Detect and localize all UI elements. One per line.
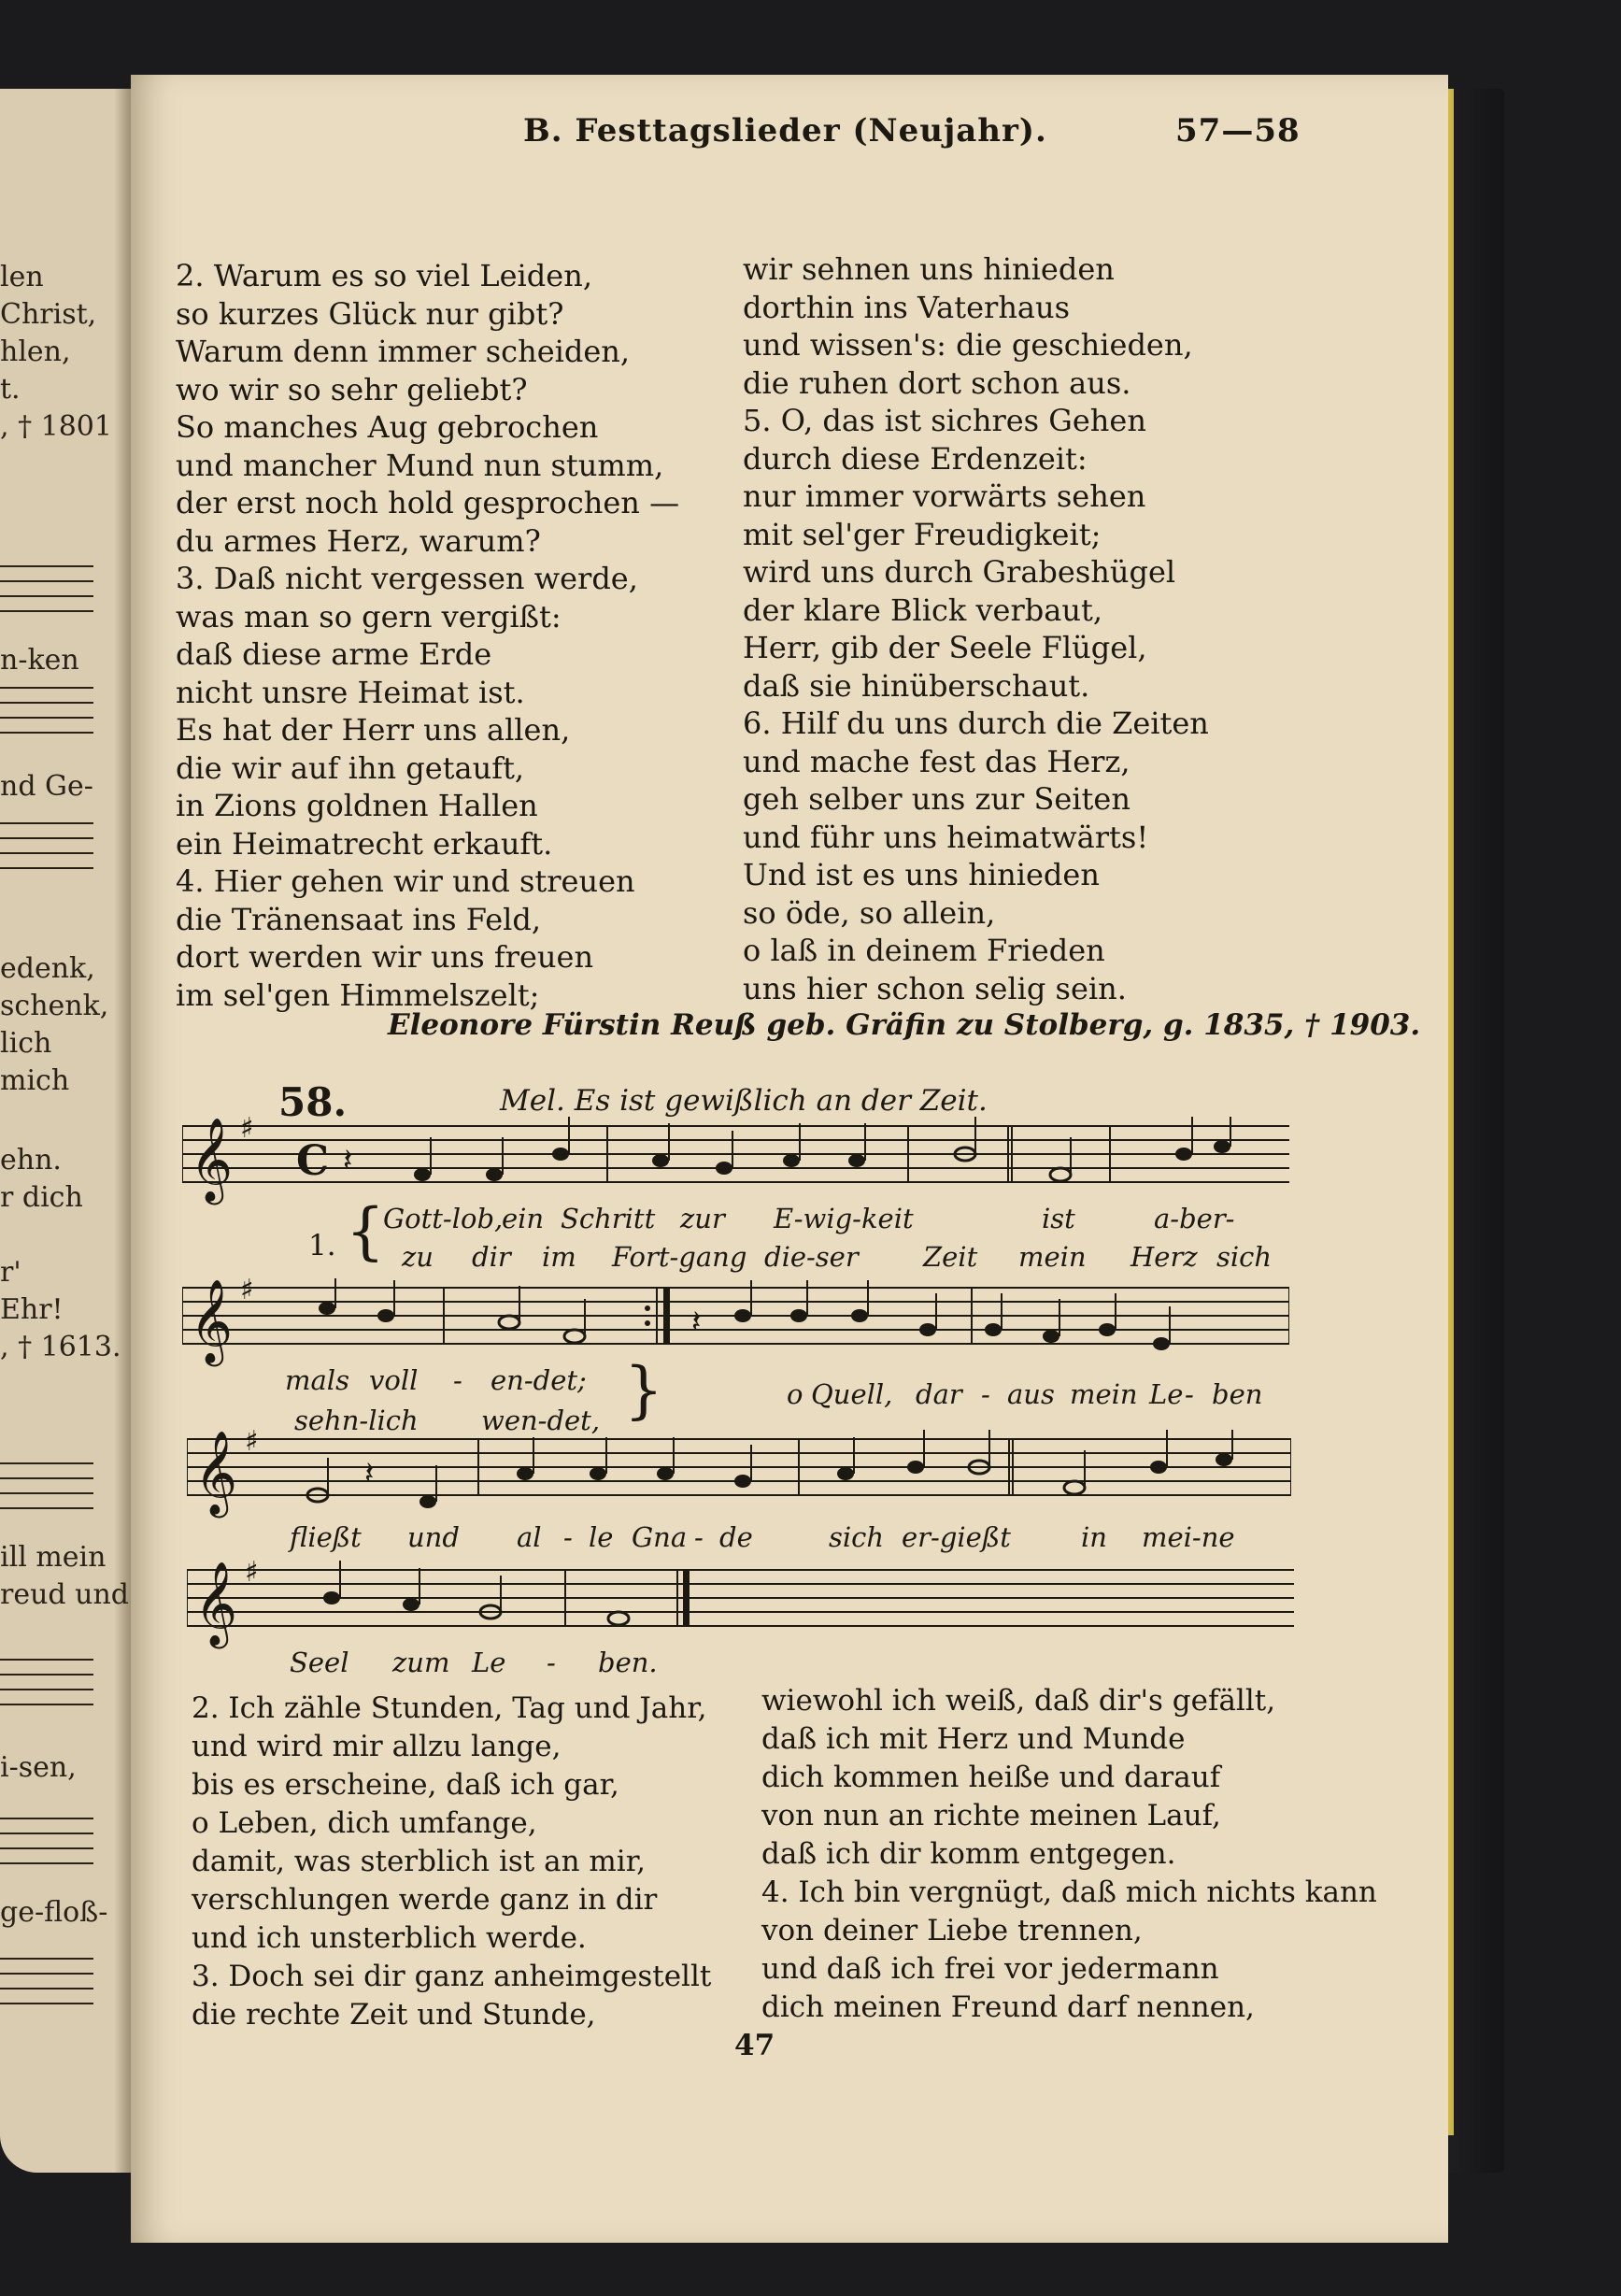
verse-line: o Leben, dich umfange, (192, 1806, 537, 1840)
verse-line: daß diese arme Erde (176, 636, 492, 672)
lyric-syllable: Quell, (811, 1378, 893, 1410)
verse-line: dich meinen Freund darf nennen, (761, 1990, 1255, 2024)
left-fragment: ehn. (0, 1144, 62, 1177)
lyric-syllable: - (694, 1521, 704, 1553)
verse-line: daß ich dir komm entgegen. (761, 1837, 1176, 1871)
verse-line: und wird mir allzu lange, (192, 1730, 562, 1763)
lyric-syllable: Zeit (923, 1241, 978, 1273)
verse-line: verschlungen werde ganz in dir (192, 1883, 658, 1917)
left-staff (0, 1659, 93, 1718)
svg-text:♯: ♯ (240, 1278, 254, 1306)
running-header: B. Festtagslieder (Neujahr). (523, 112, 1047, 150)
lyric-syllable: - (563, 1521, 573, 1553)
left-fragment: len (0, 261, 44, 293)
lyric-syllable: E-wig-keit (774, 1203, 914, 1234)
lyric-brace-right: } (624, 1354, 663, 1426)
left-fragment: Ehr! (0, 1293, 64, 1326)
verse-line: Herr, gib der Seele Flügel, (743, 630, 1147, 665)
verse-line: die rechte Zeit und Stunde, (192, 1998, 596, 2032)
page-number: 47 (734, 2029, 775, 2062)
svg-text:𝄞: 𝄞 (190, 1279, 234, 1363)
verse-line: und daß ich frei vor jedermann (761, 1952, 1219, 1986)
lyric-syllable: sich (829, 1521, 885, 1553)
svg-text:♯: ♯ (240, 1117, 254, 1145)
lyric-syllable: - (547, 1647, 556, 1678)
svg-text:𝄞: 𝄞 (190, 1118, 234, 1202)
left-staff (0, 1818, 93, 1877)
left-fragment: ge-floß- (0, 1896, 108, 1929)
verse-line: von nun an richte meinen Lauf, (761, 1799, 1221, 1833)
verse-line: und führ uns heimatwärts! (743, 819, 1149, 855)
verse-line: Es hat der Herr uns allen, (176, 712, 571, 748)
verse-line: ein Heimatrecht erkauft. (176, 825, 553, 862)
lyric-syllable: en-det; (491, 1364, 587, 1396)
left-fragment: i-sen, (0, 1751, 77, 1784)
verse-line: damit, was sterblich ist an mir, (192, 1845, 646, 1878)
verse-line: und ich unsterblich werde. (192, 1921, 587, 1955)
music-staff-4 (187, 1561, 1294, 1663)
verse-line: nicht unsre Heimat ist. (176, 674, 525, 710)
left-fragment: edenk, (0, 952, 95, 985)
left-staff (0, 565, 93, 625)
verse-line: mit sel'ger Freudigkeit; (743, 516, 1102, 552)
left-page-edge (0, 89, 131, 2173)
lyric-syllable: sich (1216, 1241, 1273, 1273)
lyric-syllable: al (517, 1521, 542, 1553)
left-staff (0, 687, 93, 747)
lyric-syllable: - (1185, 1378, 1194, 1410)
left-fragment: Christ, (0, 298, 97, 331)
left-staff (0, 1462, 93, 1522)
lyric-syllable: sehn-lich (294, 1405, 419, 1436)
verse-line: 3. Doch sei dir ganz anheimgestellt (192, 1960, 712, 1993)
lyric-syllable: de (719, 1521, 753, 1553)
left-fragment: r' (0, 1256, 21, 1289)
verse-line: die Tränensaat ins Feld, (176, 901, 542, 937)
lyric-syllable: ben. (598, 1647, 658, 1678)
lyric-syllable: zur (680, 1203, 725, 1234)
verse-number: 1. (308, 1229, 336, 1262)
lyric-syllable: dir (472, 1241, 511, 1273)
verse-line: nur immer vorwärts sehen (743, 478, 1146, 514)
verse-line: wird uns durch Grabeshügel (743, 554, 1176, 590)
hymn57-author: Eleonore Fürstin Reuß geb. Gräfin zu Stolberg, g. 1835, † 1903. (388, 1008, 1421, 1042)
hymn58-number: 58. (278, 1079, 348, 1125)
lyric-syllable: Seel (290, 1647, 349, 1678)
hymn-numbers: 57—58 (1175, 112, 1301, 150)
left-fragment: n-ken (0, 644, 79, 677)
verse-line: 6. Hilf du uns durch die Zeiten (743, 706, 1209, 741)
verse-line: 3. Daß nicht vergessen werde, (176, 561, 638, 596)
lyric-syllable: und (407, 1521, 460, 1553)
music-staff-3 (187, 1430, 1291, 1533)
lyric-syllable: Gott-lob, (383, 1203, 504, 1234)
svg-text:♯: ♯ (245, 1561, 259, 1589)
verse-line: 4. Hier gehen wir und streuen (176, 863, 635, 899)
left-fragment: mich (0, 1064, 70, 1097)
verse-line: dorthin ins Vaterhaus (743, 289, 1071, 325)
verse-line: und mache fest das Herz, (743, 743, 1130, 779)
left-fragment: nd Ge- (0, 770, 93, 803)
lyric-brace-left: { (346, 1195, 385, 1267)
lyric-syllable: le (589, 1521, 614, 1553)
svg-text:𝄽: 𝄽 (691, 1304, 702, 1341)
svg-text:𝄞: 𝄞 (194, 1431, 238, 1515)
verse-line: wiewohl ich weiß, daß dir's gefällt, (761, 1684, 1276, 1718)
verse-line: was man so gern vergißt: (176, 598, 562, 635)
lyric-syllable: mals (285, 1364, 349, 1396)
hymn58-column-1 (192, 1690, 711, 2034)
verse-line: 5. O, das ist sichres Gehen (743, 403, 1146, 438)
verse-line: Und ist es uns hinieden (743, 857, 1100, 892)
verse-line: die wir auf ihn getauft, (176, 749, 525, 786)
svg-text:C: C (296, 1137, 330, 1185)
left-staff (0, 1958, 93, 2018)
left-fragment: reud und (0, 1578, 130, 1611)
lyric-syllable: Le (1149, 1378, 1184, 1410)
left-staff (0, 822, 93, 882)
lyric-syllable: mei-ne (1142, 1521, 1235, 1553)
verse-line: dort werden wir uns freuen (176, 939, 594, 975)
lyric-syllable: Herz (1130, 1241, 1198, 1273)
left-page-gutter-shadow (114, 89, 131, 2173)
left-fragment: , † 1801 (0, 410, 112, 443)
lyric-syllable: voll (369, 1364, 419, 1396)
lyric-syllable: ben (1212, 1378, 1263, 1410)
verse-line: Warum denn immer scheiden, (176, 334, 631, 369)
verse-line: bis es erscheine, daß ich gar, (192, 1768, 619, 1802)
verse-line: 4. Ich bin vergnügt, daß mich nichts kann (761, 1875, 1377, 1909)
left-fragment: hlen, (0, 335, 71, 368)
verse-line: geh selber uns zur Seiten (743, 781, 1130, 817)
verse-line: im sel'gen Himmelszelt; (176, 977, 540, 1013)
lyric-syllable: in (1081, 1521, 1107, 1553)
verse-line: daß sie hinüberschaut. (743, 667, 1090, 704)
lyric-syllable: wen-det, (481, 1405, 601, 1436)
lyric-syllable: fließt (290, 1521, 362, 1553)
verse-line: du armes Herz, warum? (176, 522, 541, 559)
hymn58-column-2 (761, 1682, 1377, 2027)
lyric-syllable: o (787, 1378, 803, 1410)
lyric-syllable: - (453, 1364, 462, 1396)
verse-line: 2. Ich zähle Stunden, Tag und Jahr, (192, 1691, 707, 1725)
verse-line: dich kommen heiße und darauf (761, 1761, 1221, 1794)
lyric-syllable: die-ser (764, 1241, 859, 1273)
lyric-syllable: er-gießt (902, 1521, 1011, 1553)
lyric-syllable: zu (402, 1241, 434, 1273)
lyric-syllable: Fort-gang (612, 1241, 747, 1273)
verse-line: o laß in deinem Frieden (743, 933, 1105, 968)
lyric-syllable: dar (916, 1378, 962, 1410)
lyric-syllable: Le (472, 1647, 506, 1678)
lyric-syllable: zum (392, 1647, 450, 1678)
left-fragment: r dich (0, 1181, 83, 1214)
lyric-syllable: Gna (632, 1521, 688, 1553)
verse-line: von deiner Liebe trennen, (761, 1914, 1143, 1947)
left-fragment: schenk, (0, 990, 109, 1022)
verse-line: So manches Aug gebrochen (176, 409, 599, 445)
verse-line: so öde, so allein, (743, 894, 996, 931)
lyric-syllable: ein (502, 1203, 545, 1234)
verse-line: der klare Blick verbaut, (743, 592, 1102, 628)
verse-line: durch diese Erdenzeit: (743, 440, 1088, 477)
verse-line: in Zions goldnen Hallen (176, 788, 538, 823)
svg-text:𝄞: 𝄞 (194, 1562, 238, 1646)
lyric-syllable: a-ber- (1154, 1203, 1235, 1234)
lyric-syllable: im (542, 1241, 576, 1273)
hymn57-column-1 (176, 257, 679, 1014)
verse-line: der erst noch hold gesprochen — (176, 485, 680, 521)
verse-line: so kurzes Glück nur gibt? (176, 295, 564, 332)
left-fragment: ill mein (0, 1541, 107, 1574)
lyric-syllable: - (981, 1378, 990, 1410)
hymn58-melody: Mel. Es ist gewißlich an der Zeit. (500, 1084, 988, 1118)
lyric-syllable: Schritt (561, 1203, 656, 1234)
left-fragment: t. (0, 373, 21, 406)
lyric-syllable: mein (1018, 1241, 1087, 1273)
verse-line: die ruhen dort schon aus. (743, 364, 1131, 401)
verse-line: 2. Warum es so viel Leiden, (176, 258, 592, 293)
lyric-syllable: ist (1042, 1203, 1075, 1234)
left-fragment: lich (0, 1027, 52, 1060)
lyric-syllable: mein (1070, 1378, 1138, 1410)
lyric-syllable: aus (1007, 1378, 1055, 1410)
verse-line: wir sehnen uns hinieden (743, 251, 1115, 287)
verse-line: und mancher Mund nun stumm, (176, 447, 664, 483)
left-fragment: , † 1613. (0, 1331, 121, 1363)
verse-line: uns hier schon selig sein. (743, 970, 1127, 1006)
hymn57-column-2 (743, 250, 1209, 1007)
verse-line: daß ich mit Herz und Munde (761, 1722, 1186, 1756)
verse-line: wo wir so sehr geliebt? (176, 371, 528, 407)
verse-line: und wissen's: die geschieden, (743, 327, 1193, 363)
svg-text:𝄽: 𝄽 (364, 1455, 375, 1492)
svg-text:𝄽: 𝄽 (343, 1142, 353, 1179)
svg-text:♯: ♯ (245, 1430, 259, 1458)
